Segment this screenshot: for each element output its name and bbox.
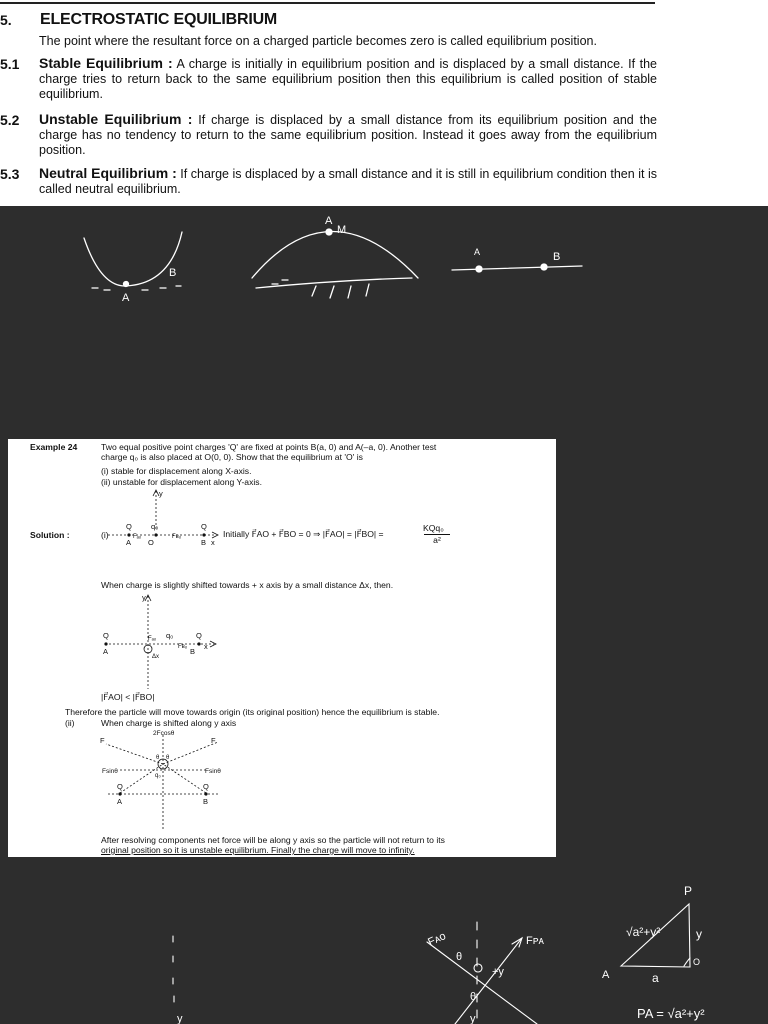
- diag3-force-right: [163, 742, 218, 764]
- item-text: If charge is displaced by a small distance from its equilibrium position and the charge has no tendency to return to the same equilibrium position. Instead it goes away from the equilibrium position.: [39, 113, 657, 157]
- diag3-charge-a: [118, 792, 121, 795]
- hw-angle-mark: [684, 958, 690, 966]
- diag3-charge-b: [204, 792, 207, 795]
- diag1-q-b: Q: [201, 522, 207, 531]
- hw-cross-line-1: [427, 942, 537, 1024]
- item-term: Stable Equilibrium :: [39, 55, 173, 71]
- diag3-q-a: Q: [117, 782, 123, 791]
- diag3-q0: q₀: [155, 773, 161, 779]
- diag3-theta-left: θ: [156, 755, 160, 761]
- diag3-line-b: [163, 764, 206, 793]
- hw-pa-equation: PA = √a²+y²: [637, 1006, 705, 1021]
- problem-line-2: charge q₀ is also placed at O(0, 0). Show that the equilibrium at 'O' is: [101, 452, 363, 462]
- conclusion-line-2: original position so it is unstable equilibrium. Finally the charge will move to infinity.: [101, 845, 415, 855]
- hw-plus-y: +y: [492, 966, 504, 978]
- diag3-force-left: [106, 744, 163, 764]
- diag1-charge-o: [154, 533, 157, 536]
- bowl-label-b: B: [169, 267, 177, 279]
- diag3-q-b: Q: [203, 782, 209, 791]
- solution-part-i: (i): [101, 530, 109, 540]
- section-number: 5.: [0, 12, 12, 28]
- item-term: Neutral Equilibrium :: [39, 165, 177, 181]
- bowl-ball: [124, 282, 129, 287]
- diag1-fao: Fₐₒ: [133, 534, 142, 540]
- hw-y-bottom: y: [470, 1013, 476, 1024]
- hw-arrow-fpa: [512, 938, 522, 947]
- item-number-3: 5.3: [0, 166, 20, 182]
- example-diagrams: [8, 439, 556, 857]
- diag2-q-a: Q: [103, 631, 109, 640]
- diag3-f-right: F: [211, 736, 216, 745]
- diag2-charge-b: [197, 642, 200, 645]
- stable-conclusion: Therefore the particle will move towards origin (its original position) hence the equilibrium is stable.: [65, 707, 440, 717]
- diag2-q-b: Q: [196, 631, 202, 640]
- hw-p-label: P: [684, 884, 693, 898]
- printed-notes-section: [0, 0, 768, 206]
- diag2-label-x: x: [204, 642, 208, 651]
- solution-part-ii: (ii): [65, 718, 75, 728]
- item-number-2: 5.2: [0, 112, 20, 128]
- bowl-label-a: A: [122, 292, 130, 304]
- hill-label-a: A: [325, 215, 333, 227]
- item-term: Unstable Equilibrium :: [39, 111, 193, 127]
- example-24-box: [8, 439, 556, 857]
- top-rule: [0, 2, 655, 4]
- hw-cross-line-2: [455, 938, 522, 1024]
- diag2-label-b: B: [190, 647, 196, 656]
- item-unstable: [39, 112, 657, 158]
- diag3-2fcos: 2Fcosθ: [153, 730, 175, 737]
- diag1-charge-a: [127, 533, 130, 536]
- shift-y-text: When charge is shifted along y axis: [101, 718, 237, 728]
- example-label: Example 24: [30, 442, 78, 452]
- item-stable: [39, 56, 657, 102]
- initially-equation: Initially F⃗AO + F⃗BO = 0 ⇒ |F⃗AO| = |F⃗BO| =: [223, 529, 384, 539]
- diag1-label-o: O: [148, 538, 154, 547]
- diag2-fbo: Fʙₒ: [178, 644, 188, 650]
- line-label-b: B: [553, 251, 561, 263]
- stable-bowl-curve: [84, 232, 182, 286]
- hw-vertex-o: O: [693, 957, 701, 967]
- diag3-theta-right: θ: [166, 755, 170, 761]
- unstable-hill-curve: [252, 232, 418, 279]
- hw-vertex-a: A: [602, 969, 610, 981]
- solution-label: Solution :: [30, 530, 70, 540]
- diag3-label-a: A: [117, 797, 123, 806]
- diag1-label-b: B: [201, 538, 207, 547]
- hw-side-a: a: [652, 971, 659, 985]
- neutral-ball-a: [476, 266, 482, 272]
- diag3-fsin-left: Fsinθ: [102, 768, 118, 775]
- section-title: ELECTROSTATIC EQUILIBRIUM: [40, 11, 278, 28]
- hw-fao-label: Fᴀᴏ: [426, 930, 448, 949]
- hw-side-y: y: [696, 927, 702, 941]
- hw-charge-circle: [474, 964, 482, 972]
- item-text: If charge is displaced by a small distance and it is still in equilibrium condition then it is called neutral equilibrium.: [39, 167, 657, 196]
- line-label-a: A: [474, 247, 481, 257]
- diag2-dx: Δx: [152, 654, 160, 660]
- diag1-q-a: Q: [126, 522, 132, 531]
- diag3-fsin-right: Fsinθ: [205, 768, 221, 775]
- diag2-charge-a: [104, 642, 107, 645]
- hill-ball: [326, 229, 332, 235]
- shift-x-text: When charge is slightly shifted towards + x axis by a small distance Δx, then.: [101, 580, 394, 590]
- diag1-q0: q₀: [151, 522, 159, 531]
- neutral-ball-b: [541, 264, 547, 270]
- hw-fpa-label: Fᴘᴀ: [526, 935, 544, 947]
- hw-theta-left: θ: [456, 951, 463, 963]
- hw-hyp-label: √a²+y²: [626, 925, 661, 939]
- bowl-dashes: [92, 286, 181, 290]
- diag2-label-y: y: [142, 593, 146, 602]
- conclusion-line-1: After resolving components net force will be along y axis so the particle will not return to its: [101, 835, 445, 845]
- hill-label-m: M: [337, 224, 347, 236]
- diag1-fbo: Fʙₒ: [172, 534, 182, 540]
- hw-theta-bottom: θ: [470, 991, 477, 1003]
- problem-line-1: Two equal positive point charges 'Q' are fixed at points B(a, 0) and A(–a, 0). Another test: [101, 442, 437, 452]
- diag3-f-left: F: [100, 736, 105, 745]
- diag1-label-a: A: [126, 538, 132, 547]
- fraction-denominator: a²: [424, 534, 450, 546]
- item-neutral: [39, 166, 657, 197]
- hw-dotted-axis: [173, 936, 174, 1002]
- diag1-label-x: x: [211, 538, 215, 547]
- diag1-label-y: y: [159, 489, 163, 498]
- diag2-label-a: A: [103, 647, 109, 656]
- diag2-q0: q₀: [166, 631, 174, 640]
- diag3-label-b: B: [203, 797, 209, 806]
- fraction-numerator: KQq₀: [423, 523, 444, 533]
- neutral-line: [452, 266, 582, 270]
- item-number-1: 5.1: [0, 56, 20, 72]
- item-text: A charge is initially in equilibrium position and is displaced by a small distance. If the charge tries to return back to the same equilibrium position then this equilibrium is called position of stable equilibrium.: [39, 57, 657, 101]
- diag1-charge-b: [202, 533, 205, 536]
- problem-part-ii: (ii) unstable for displacement along Y-axis.: [101, 477, 262, 487]
- force-inequality: |F⃗AO| < |F⃗BO|: [101, 692, 155, 702]
- hw-y-left: y: [177, 1013, 183, 1024]
- section-intro: The point where the resultant force on a charged particle becomes zero is called equilibrium position.: [39, 34, 597, 48]
- problem-part-i: (i) stable for displacement along X-axis.: [101, 466, 252, 476]
- diag2-fao: Fₐₒ: [148, 636, 157, 642]
